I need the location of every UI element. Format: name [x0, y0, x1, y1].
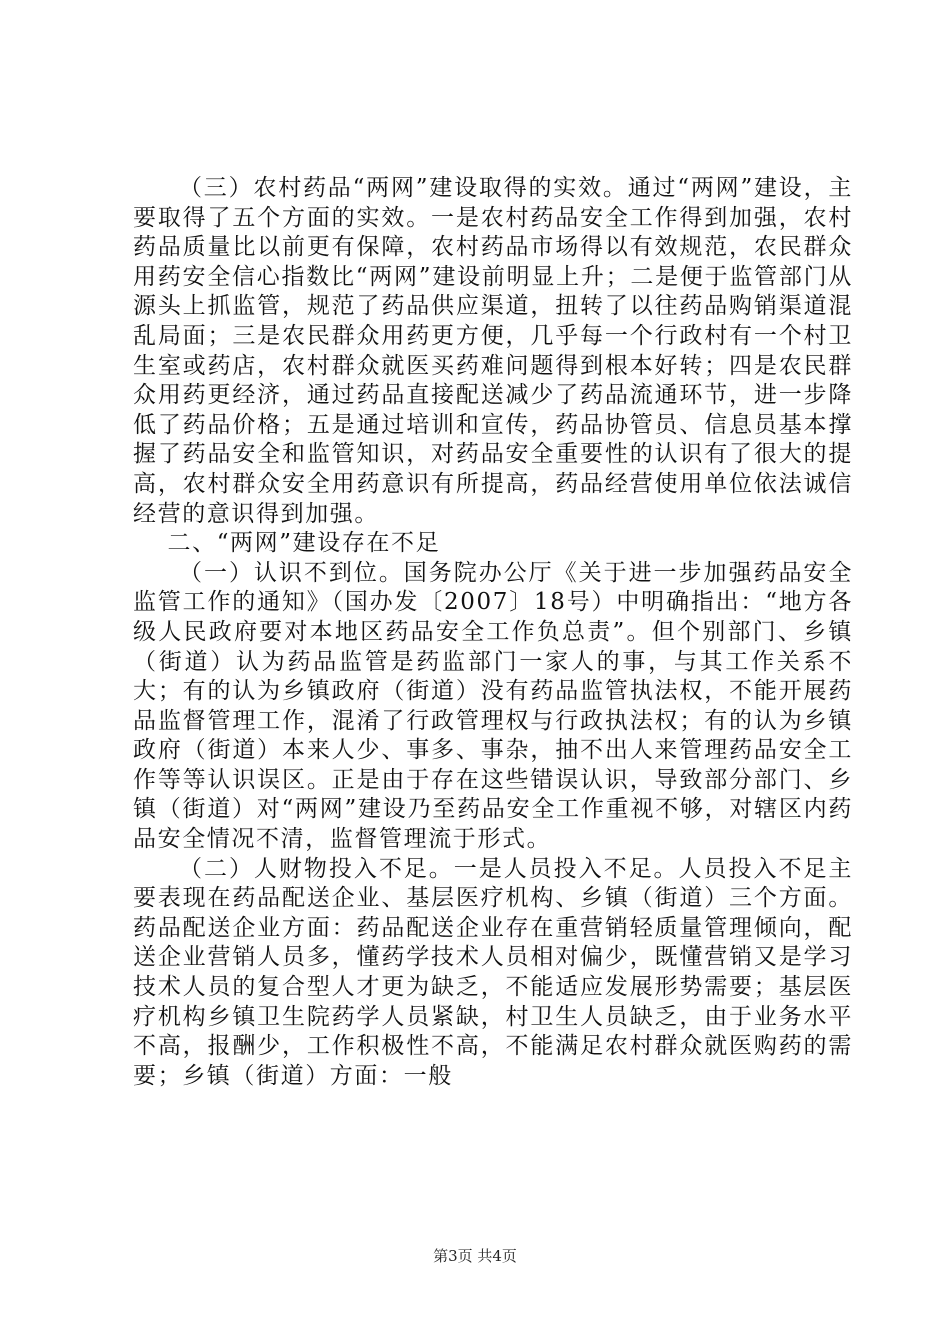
paragraph-achievements: （三）农村药品“两网”建设取得的实效。通过“两网”建设，主要取得了五个方面的实效。一是农村药品安全工作得到加强，农村药品质量比以前更有保障，农村药品市场得以有效规范，农民群众用药安全信心指数比“两网”建设前明显上升；二是便于监管部门从源头上抓监管，规范了药品供应渠道，扭转了以往药品购销渠道混乱局面；三是农民群众用药更方便，几乎每一个行政村有一个村卫生室或药店，农村群众就医买药难问题得到根本好转；四是农民群众用药更经济，通过药品直接配送减少了药品流通环节，进一步降低了药品价格；五是通过培训和宣传，药品协管员、信息员基本撑握了药品安全和监管知识，对药品安全重要性的认识有了很大的提高，农村群众安全用药意识有所提高，药品经营使用单位依法诚信经营的意识得到加强。 [133, 175, 853, 527]
page-number-footer: 第3页 共4页 [433, 1247, 517, 1265]
document-body [133, 174, 853, 1091]
section-heading-shortcomings: 二、“两网”建设存在不足 [167, 530, 441, 557]
paragraph-awareness: （一）认识不到位。国务院办公厅《关于进一步加强药品安全监管工作的通知》（国办发〔2007〕18号）中明确指出：“地方各级人民政府要对本地区药品安全工作负总责”。但个别部门、乡镇（街道）认为药品监管是药监部门一家人的事，与其工作关系不大；有的认为乡镇政府（街道）没有药品监管执法权，不能开展药品监督管理工作，混淆了行政管理权与行政执法权；有的认为乡镇政府（街道）本来人少、事多、事杂，抽不出人来管理药品安全工作等等认识误区。正是由于存在这些错误认识，导致部分部门、乡镇（街道）对“两网”建设乃至药品安全工作重视不够，对辖区内药品安全情况不清，监督管理流于形式。 [133, 559, 853, 853]
paragraph-investment: （二）人财物投入不足。一是人员投入不足。人员投入不足主要表现在药品配送企业、基层医疗机构、乡镇（街道）三个方面。药品配送企业方面：药品配送企业存在重营销轻质量管理倾向，配送企业营销人员多，懂药学技术人员相对偏少，既懂营销又是学习技术人员的复合型人才更为缺乏，不能适应发展形势需要；基层医疗机构乡镇卫生院药学人员紧缺，村卫生人员缺乏，由于业务水平不高，报酬少，工作积极性不高，不能满足农村群众就医购药的需要；乡镇（街道）方面：一般 [133, 855, 853, 1089]
